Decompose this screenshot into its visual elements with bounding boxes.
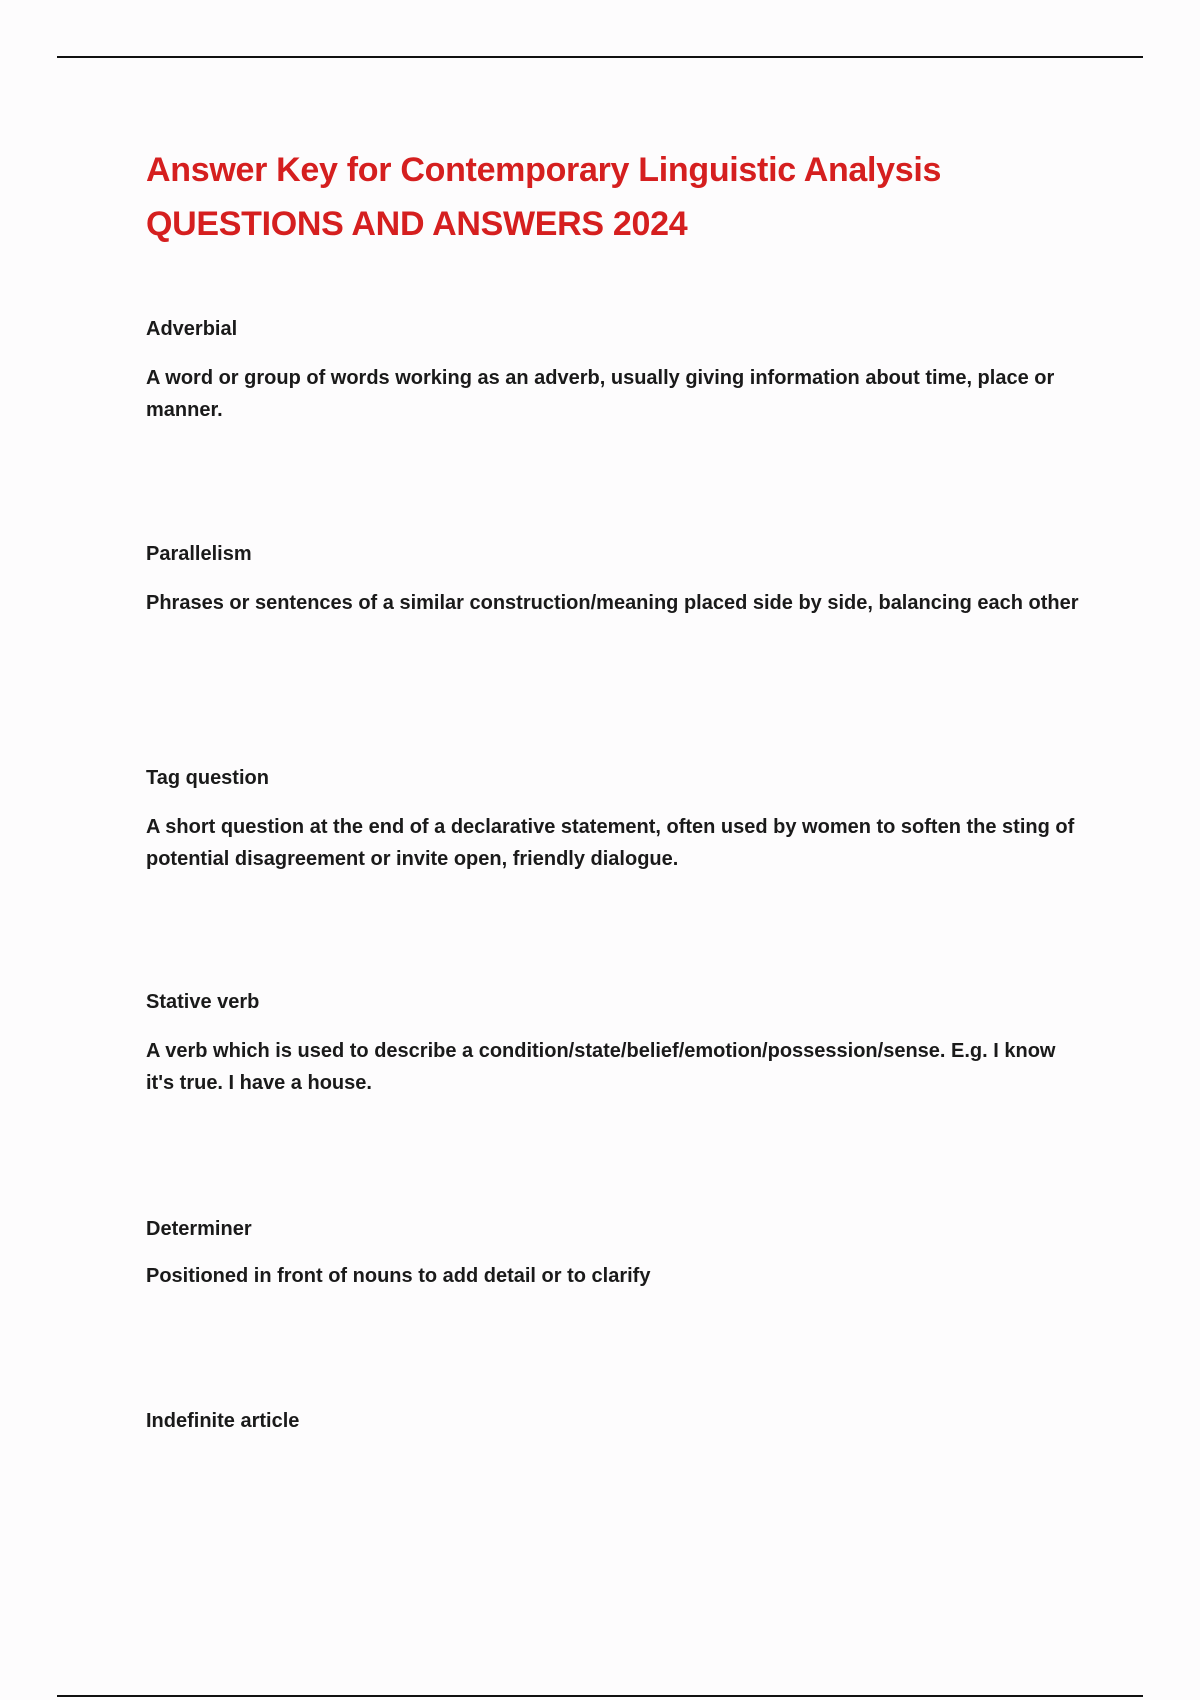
- term-label: Indefinite article: [146, 1410, 300, 1432]
- header-rule: [57, 56, 1143, 58]
- entry-stative-verb: [146, 989, 1086, 1099]
- definition-text: A verb which is used to describe a condition/state/belief/emotion/possession/sense. E.g. I know it's true. I have a house.: [146, 1040, 1056, 1094]
- definition-text: Positioned in front of nouns to add detail or to clarify: [146, 1265, 651, 1287]
- definition-text: A short question at the end of a declarative statement, often used by women to soften the sting of potential disagreement or invite open, friendly dialogue.: [146, 816, 1075, 870]
- definition-text: Phrases or sentences of a similar construction/meaning placed side by side, balancing each other: [146, 592, 1079, 614]
- title-line-1: Answer Key for Contemporary Linguistic Analysis: [146, 151, 942, 189]
- term-label: Stative verb: [146, 991, 260, 1013]
- definition-text: A word or group of words working as an adverb, usually giving information about time, place or manner.: [146, 367, 1055, 421]
- entry-tag-question: [146, 765, 1086, 875]
- entry-parallelism: [146, 541, 1086, 619]
- entry-determiner: [146, 1216, 1086, 1292]
- term-label: Adverbial: [146, 318, 238, 340]
- title-line-2: QUESTIONS AND ANSWERS 2024: [146, 205, 688, 243]
- term-label: Tag question: [146, 767, 269, 789]
- term-label: Determiner: [146, 1218, 252, 1240]
- entry-adverbial: [146, 316, 1086, 426]
- term-label: Parallelism: [146, 543, 252, 565]
- footer-rule: [57, 1695, 1143, 1697]
- entry-indefinite-article: [146, 1408, 1086, 1454]
- document-title: [146, 143, 1146, 251]
